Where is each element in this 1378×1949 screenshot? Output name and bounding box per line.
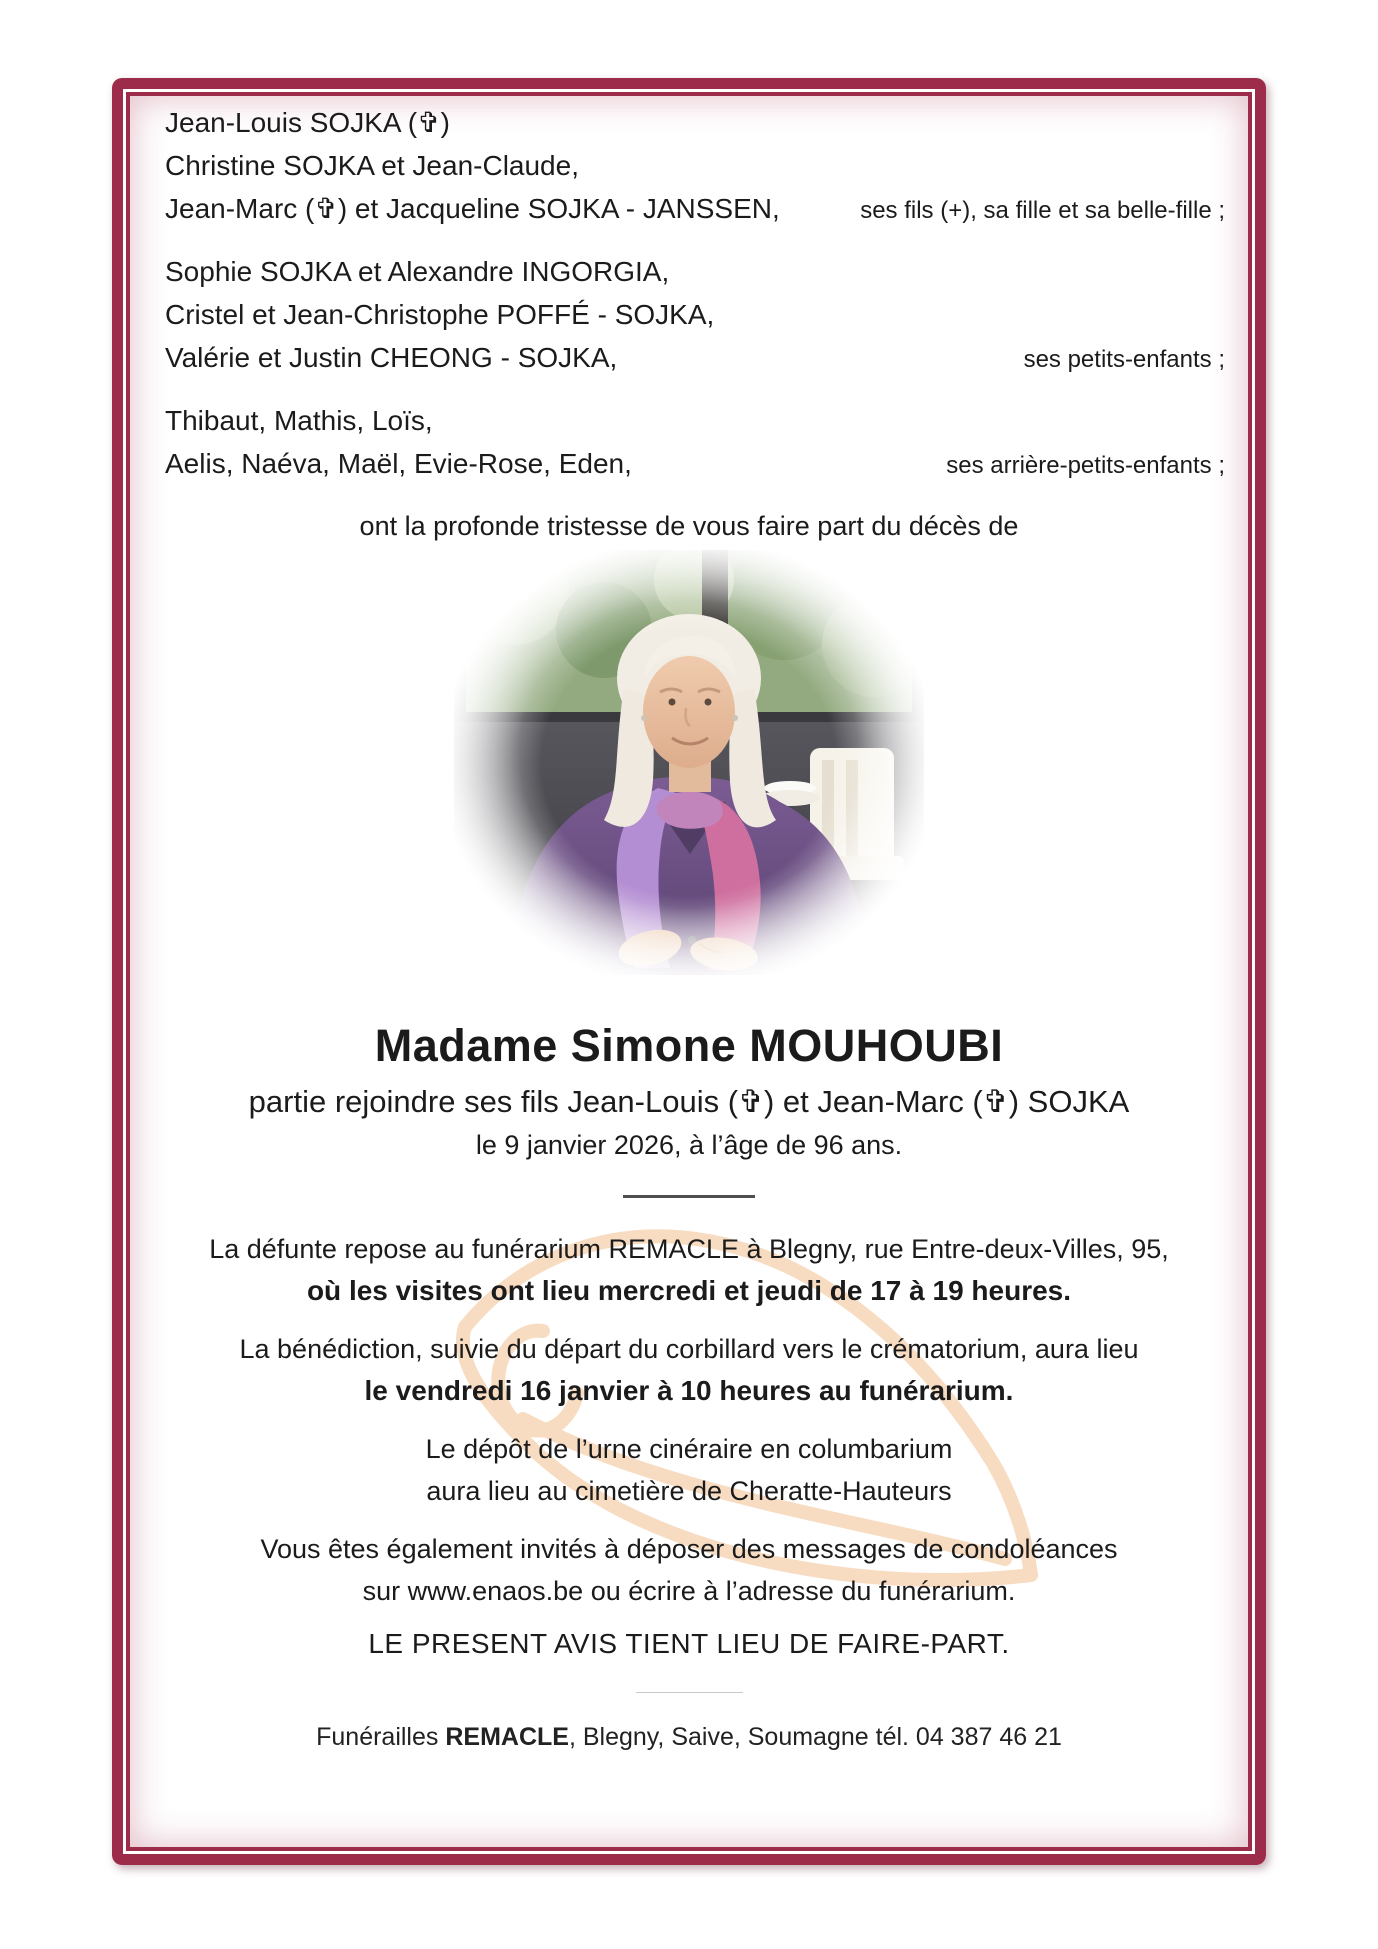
paragraph-benediction (153, 1328, 1225, 1412)
family-line (153, 187, 1225, 232)
family-line (153, 293, 1225, 336)
paragraph-line-bold: le vendredi 16 janvier à 10 heures au funérarium. (364, 1375, 1014, 1406)
relation-label: ses arrière-petits-enfants ; (946, 452, 1225, 479)
family-name: Aelis, Naéva, Maël, Evie-Rose, Eden, (165, 448, 632, 479)
family-name: Jean-Louis SOJKA (✞) (165, 107, 450, 138)
paragraph-line: sur www.enaos.be ou écrire à l’adresse du funérarium. (362, 1576, 1016, 1606)
memorial-card-frame (112, 78, 1266, 1865)
paragraph-line: La bénédiction, suivie du départ du corbillard vers le crématorium, aura lieu (239, 1334, 1139, 1364)
family-line (153, 442, 1225, 487)
family-group-children (153, 101, 1225, 232)
family-name: Thibaut, Mathis, Loïs, (165, 405, 433, 436)
family-group-grandchildren (153, 250, 1225, 381)
family-line (153, 144, 1225, 187)
footer-suffix: , Blegny, Saive, Soumagne tél. 04 387 46 21 (568, 1723, 1062, 1751)
family-name: Christine SOJKA et Jean-Claude, (165, 150, 579, 181)
family-line (153, 101, 1225, 144)
deceased-name-title: Madame Simone MOUHOUBI (374, 1020, 1004, 1071)
family-section (153, 101, 1225, 487)
family-line (153, 399, 1225, 442)
footer-brand: REMACLE (445, 1723, 569, 1751)
paragraph-line-bold: où les visites ont lieu mercredi et jeudi de 17 à 19 heures. (306, 1275, 1072, 1306)
family-name: Cristel et Jean-Christophe POFFÉ - SOJKA, (165, 299, 715, 330)
footer-prefix: Funérailles (316, 1723, 446, 1751)
family-name: Jean-Marc (✞) et Jacqueline SOJKA - JANSSEN, (165, 193, 780, 224)
paragraph-urne (153, 1428, 1225, 1512)
portrait-photo (454, 550, 924, 975)
paragraph-line: Le dépôt de l’urne cinéraire en columbarium (425, 1434, 953, 1464)
funeral-home-footer (153, 1719, 1225, 1755)
family-line (153, 250, 1225, 293)
death-date-line: le 9 janvier 2026, à l’âge de 96 ans. (475, 1130, 903, 1160)
relation-label: ses petits-enfants ; (1023, 346, 1225, 373)
family-name: Sophie SOJKA et Alexandre INGORGIA, (165, 256, 670, 287)
relation-label: ses fils (+), sa fille et sa belle-fille ; (860, 197, 1225, 224)
announcement-line: ont la profonde tristesse de vous faire part du décès de (359, 511, 1019, 541)
family-group-great-grandchildren (153, 399, 1225, 487)
faire-part-notice: LE PRESENT AVIS TIENT LIEU DE FAIRE-PART. (368, 1628, 1010, 1659)
paragraph-condoleances (153, 1528, 1225, 1612)
paragraph-line: Vous êtes également invités à déposer des messages de condoléances (260, 1534, 1118, 1564)
footer-divider (636, 1692, 743, 1693)
paragraph-line: aura lieu au cimetière de Cheratte-Hauteurs (426, 1476, 952, 1506)
paragraph-line: La défunte repose au funérarium REMACLE à Blegny, rue Entre-deux-Villes, 95, (209, 1234, 1169, 1264)
paragraph-repose (153, 1228, 1225, 1312)
card-content (123, 89, 1255, 1755)
section-divider (623, 1195, 755, 1198)
deceased-subtitle: partie rejoindre ses fils Jean-Louis (✞) et Jean-Marc (✞) SOJKA (248, 1084, 1130, 1119)
family-line (153, 336, 1225, 381)
family-name: Valérie et Justin CHEONG - SOJKA, (165, 342, 618, 373)
